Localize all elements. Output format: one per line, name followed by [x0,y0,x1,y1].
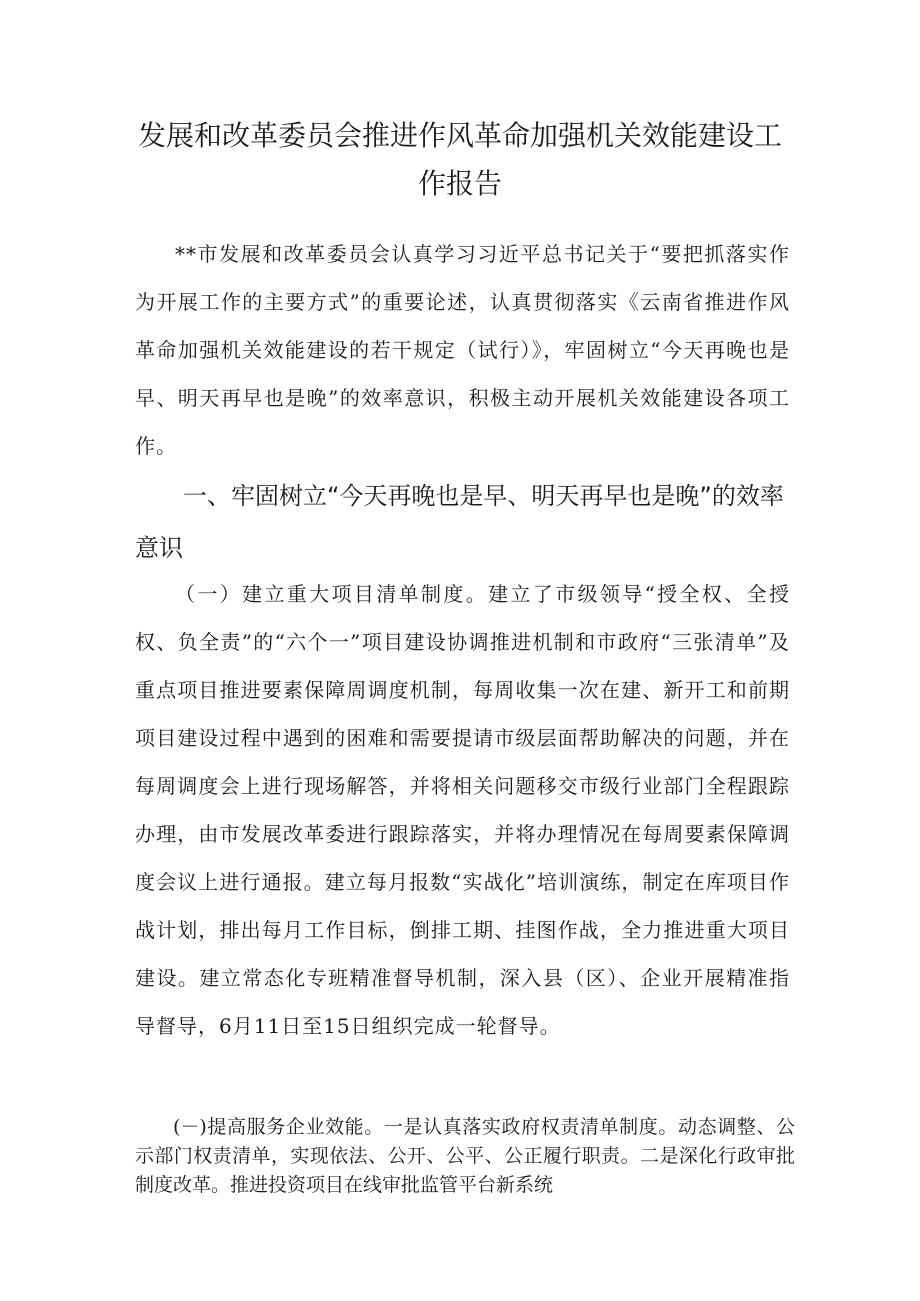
section-1-heading: 一、牢固树立“今天再晚也是早、明天再早也是晚”的效率意识 [135,482,784,562]
document-title [130,112,790,208]
intro-paragraph: **市发展和改革委员会认真学习习近平总书记关于“要把抓落实作为开展工作的主要方式”的重要论述，认真贯彻落实《云南省推进作风革命加强机关效能建设的若干规定（试行）》，牢固树立“今天再晚也是早、明天再早也是晚”的效率意识，积极主动开展机关效能建设各项工作。 [135,242,790,458]
title-line-2: 作报告 [417,167,502,200]
paragraph-2: (－)提高服务企业效能。一是认真落实政府权责清单制度。动态调整、公示部门权责清单，实现依法、公开、公平、公正履行职责。二是深化行政审批制度改革。推进投资项目在线审批监管平台新系统 [135,1116,795,1196]
paragraph-1: （一）建立重大项目清单制度。建立了市级领导“授全权、全授权、负全责”的“六个一”项目建设协调推进机制和市政府“三张清单”及重点项目推进要素保障周调度机制，每周收集一次在建、新开工和前期项目建设过程中遇到的困难和需要提请市级层面帮助解决的问题，并在每周调度会上进行现场解答，并将相关问题移交市级行业部门全程跟踪办理，由市发展改革委进行跟踪落实，并将办理情况在每周要素保障调度会议上进行通报。建立每月报数“实战化”培训演练，制定在库项目作战计划，排出每月工作目标，倒排工期、挂图作战，全力推进重大项目建设。建立常态化专班精准督导机制，深入县（区）、企业开展精准指导督导，6月11日至15日组织完成一轮督导。 [135,582,790,1038]
title-line-1: 发展和改革委员会推进作风革命加强机关效能建设工 [137,119,782,152]
